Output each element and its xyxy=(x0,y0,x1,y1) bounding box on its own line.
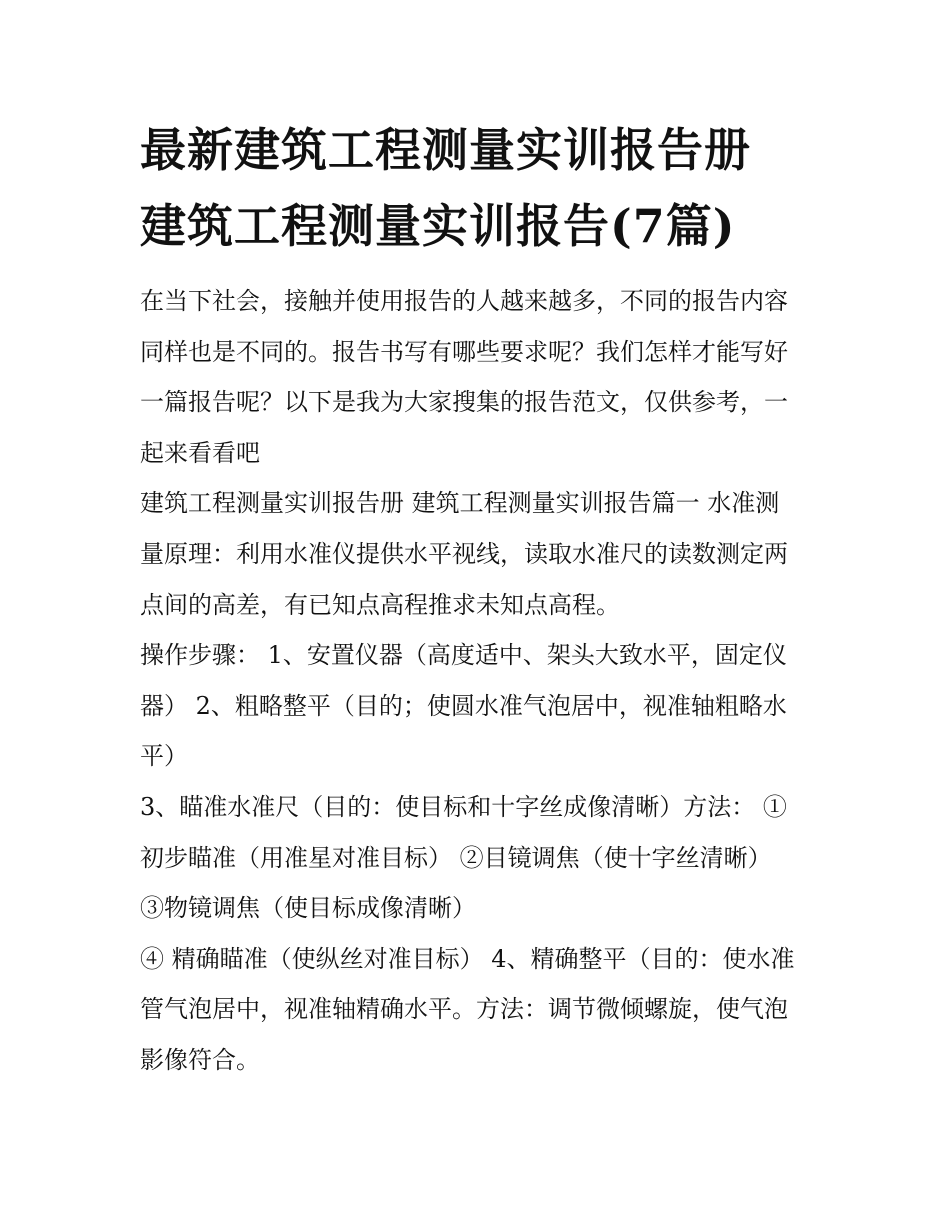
document-page xyxy=(140,112,820,1086)
body-line: 起来看看吧 xyxy=(140,438,260,467)
body-line: 点间的高差，有已知点高程推求未知点高程。 xyxy=(140,590,620,619)
body-line: 3、瞄准水准尺（目的：使目标和十字丝成像清晰）方法： ① xyxy=(140,792,787,821)
body-line: 器） 2、粗略整平（目的；使圆水准气泡居中，视准轴粗略水 xyxy=(140,691,787,720)
body-line: ④ 精确瞄准（使纵丝对准目标） 4、精确整平（目的：使水准 xyxy=(140,944,795,973)
body-line: 平） xyxy=(140,742,188,771)
title-line-1: 最新建筑工程测量实训报告册 xyxy=(140,123,751,177)
body-line: 影像符合。 xyxy=(140,1045,260,1074)
body-line: 操作步骤： 1、安置仪器（高度适中、架头大致水平，固定仪 xyxy=(140,641,787,670)
body-line: 在当下社会，接触并使用报告的人越来越多，不同的报告内容 xyxy=(140,287,788,315)
body-line: 一篇报告呢？以下是我为大家搜集的报告范文，仅供参考，一 xyxy=(140,388,788,417)
body-line: 量原理：利用水准仪提供水平视线，读取水准尺的读数测定两 xyxy=(140,539,788,568)
body-line: ③物镜调焦（使目标成像清晰） xyxy=(140,894,476,923)
body-line: 建筑工程测量实训报告册 建筑工程测量实训报告篇一 水准测 xyxy=(140,489,780,518)
body-line: 管气泡居中，视准轴精确水平。方法：调节微倾螺旋，使气泡 xyxy=(140,995,788,1024)
document-body xyxy=(140,276,820,1086)
document-title xyxy=(140,112,820,264)
title-line-2: 建筑工程测量实训报告(7篇) xyxy=(140,199,736,253)
body-line: 同样也是不同的。报告书写有哪些要求呢？我们怎样才能写好 xyxy=(140,337,788,366)
body-line: 初步瞄准（用准星对准目标） ②目镜调焦（使十字丝清晰） xyxy=(140,843,772,872)
